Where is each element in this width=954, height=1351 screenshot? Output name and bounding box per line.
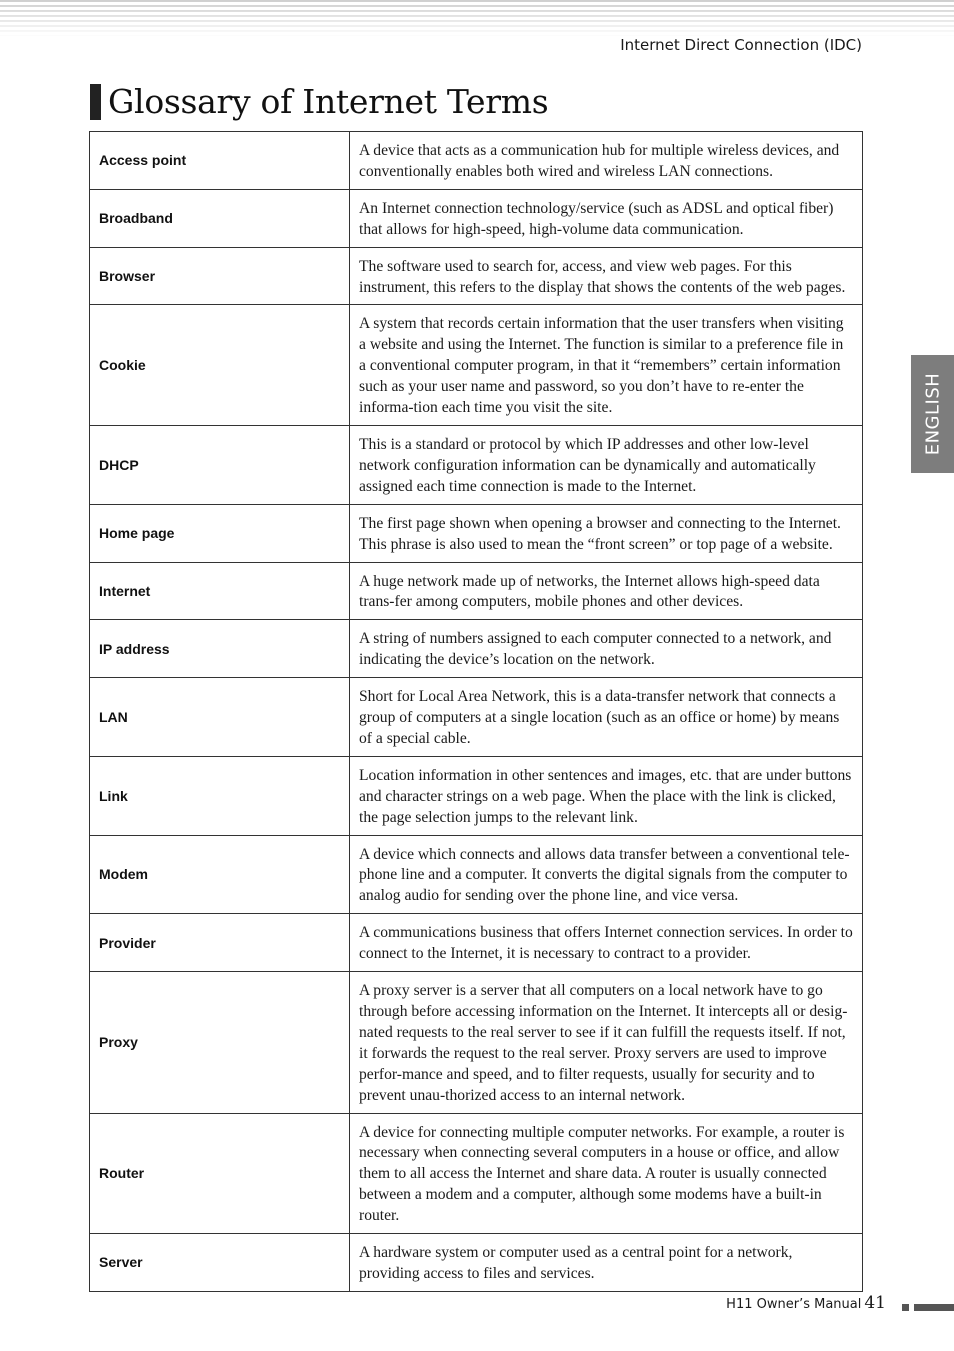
- glossary-table: [89, 131, 863, 1292]
- title-marker-bar: [90, 84, 101, 120]
- page-title: Glossary of Internet Terms: [108, 82, 549, 121]
- glossary-definition: A device for connecting multiple computer networks. For example, a router is necessary when connecting several computers in a house or office, and allow them to all access the Internet and share data. A router is usually connected between a modem and a computer, although some modems have a built-in router.: [350, 1113, 863, 1234]
- glossary-term: Broadband: [90, 189, 350, 247]
- header-stripes: [0, 0, 954, 36]
- table-row: [90, 835, 863, 914]
- glossary-definition: An Internet connection technology/service (such as ADSL and optical fiber) that allows for high-speed, high-volume data communication.: [350, 189, 863, 247]
- glossary-definition: Location information in other sentences and images, etc. that are under buttons and character strings on a web page. When the place with the link is clicked, the page selection jumps to the relevant link.: [350, 756, 863, 835]
- glossary-term: Router: [90, 1113, 350, 1234]
- glossary-term: IP address: [90, 620, 350, 678]
- glossary-term: LAN: [90, 678, 350, 757]
- glossary-term: Cookie: [90, 305, 350, 426]
- glossary-definition: A string of numbers assigned to each computer connected to a network, and indicating the device’s location on the network.: [350, 620, 863, 678]
- table-row: [90, 189, 863, 247]
- table-row: [90, 1113, 863, 1234]
- page-title-block: [90, 84, 548, 120]
- table-row: [90, 305, 863, 426]
- glossary-definition: A huge network made up of networks, the Internet allows high-speed data trans-fer among computers, mobile phones and other devices.: [350, 562, 863, 620]
- table-row: [90, 504, 863, 562]
- running-header: Internet Direct Connection (IDC): [620, 36, 862, 54]
- glossary-term: DHCP: [90, 425, 350, 504]
- table-row: [90, 562, 863, 620]
- glossary-definition: A system that records certain information that the user transfers when visiting a website and using the Internet. The function is similar to a preference file in a conventional computer program, in that it “remembers” certain information such as your user name and password, so you don’t have to re-enter the informa-tion each time you visit the site.: [350, 305, 863, 426]
- glossary-term: Access point: [90, 132, 350, 190]
- footer-square-mark: [902, 1304, 909, 1311]
- glossary-term: Home page: [90, 504, 350, 562]
- table-row: [90, 678, 863, 757]
- glossary-definition: A device which connects and allows data transfer between a conventional tele-phone line and a computer. It converts the digital signals from the computer to analog audio for sending over the phone line, and vice versa.: [350, 835, 863, 914]
- table-row: [90, 620, 863, 678]
- table-row: [90, 914, 863, 972]
- glossary-term: Provider: [90, 914, 350, 972]
- footer-bar-mark: [914, 1304, 954, 1311]
- glossary-term: Proxy: [90, 972, 350, 1113]
- glossary-definition: Short for Local Area Network, this is a data-transfer network that connects a group of computers at a single location (such as an office or home) by means of a special cable.: [350, 678, 863, 757]
- footer-manual-name: H11 Owner’s Manual: [726, 1297, 862, 1312]
- table-row: [90, 756, 863, 835]
- language-tab: [911, 355, 954, 473]
- glossary-term: Server: [90, 1234, 350, 1292]
- glossary-term: Browser: [90, 247, 350, 305]
- glossary-term: Modem: [90, 835, 350, 914]
- table-row: [90, 247, 863, 305]
- glossary-definition: A communications business that offers Internet connection services. In order to connect to the Internet, it is necessary to contract to a provider.: [350, 914, 863, 972]
- table-row: [90, 132, 863, 190]
- glossary-definition: A hardware system or computer used as a central point for a network, providing access to files and services.: [350, 1234, 863, 1292]
- glossary-term: Internet: [90, 562, 350, 620]
- table-row: [90, 1234, 863, 1292]
- table-row: [90, 425, 863, 504]
- page-number: 41: [864, 1293, 886, 1313]
- glossary-definition: This is a standard or protocol by which IP addresses and other low-level network configuration information can be dynamically and automatically assigned each time connection is made to the Internet.: [350, 425, 863, 504]
- glossary-definition: A proxy server is a server that all computers on a local network have to go through before accessing information on the Internet. It intercepts all or desig-nated requests to the real server to see if it can fulfill the requests itself. If not, it forwards the request to the real server. Proxy servers are used to improve perfor-mance and speed, and to filter requests, usually for security and to prevent unau-thorized access to an internal network.: [350, 972, 863, 1113]
- page-footer: [726, 1293, 886, 1313]
- language-tab-label: ENGLISH: [922, 372, 943, 456]
- glossary-definition: The first page shown when opening a browser and connecting to the Internet. This phrase is also used to mean the “front screen” or top page of a website.: [350, 504, 863, 562]
- glossary-definition: The software used to search for, access, and view web pages. For this instrument, this refers to the display that shows the contents of the web pages.: [350, 247, 863, 305]
- glossary-term: Link: [90, 756, 350, 835]
- glossary-definition: A device that acts as a communication hub for multiple wireless devices, and conventionally enables both wired and wireless LAN connections.: [350, 132, 863, 190]
- table-row: [90, 972, 863, 1113]
